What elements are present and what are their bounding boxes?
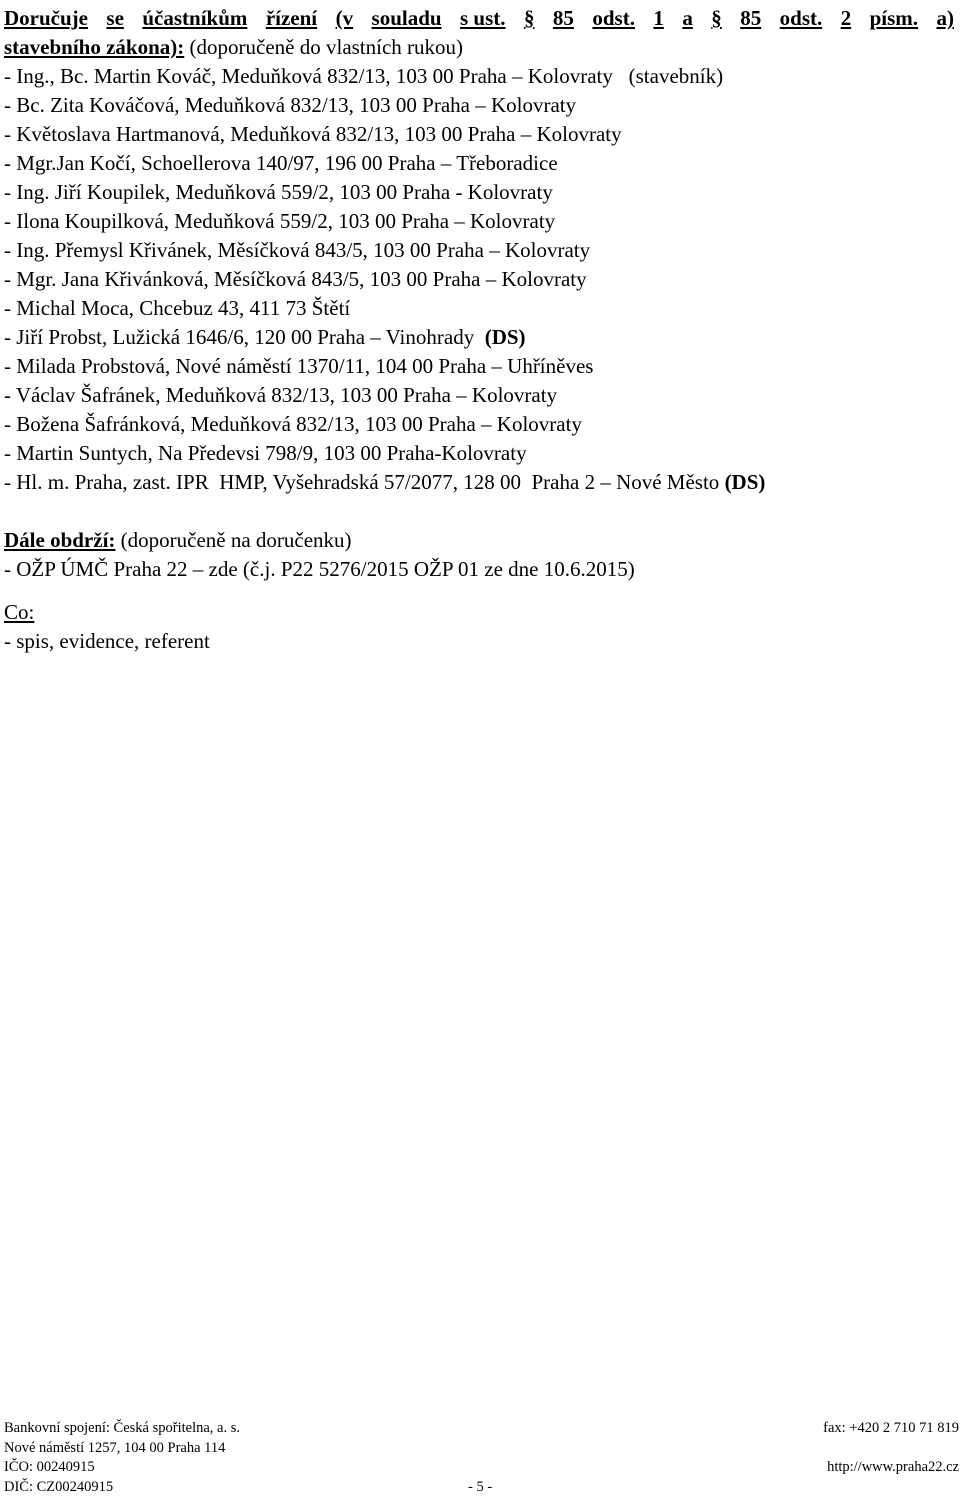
data-box-marker: (DS) bbox=[725, 470, 766, 494]
copy-item: - spis, evidence, referent bbox=[4, 627, 954, 656]
recipient-list bbox=[4, 62, 954, 497]
recipient-text: - Mgr.Jan Kočí, Schoellerova 140/97, 196 00 Praha – Třeboradice bbox=[4, 151, 558, 175]
heading-word: Doručuje bbox=[4, 4, 88, 33]
copy-heading: Co: bbox=[4, 600, 34, 624]
heading-word: řízení bbox=[266, 4, 317, 33]
heading-word: odst. bbox=[780, 4, 823, 33]
heading-word: 1 bbox=[653, 4, 664, 33]
delivery-heading-bold: stavebního zákona): bbox=[4, 35, 184, 59]
delivery-heading-line-1 bbox=[4, 4, 954, 33]
footer-ico: IČO: 00240915 bbox=[4, 1459, 95, 1475]
document-body bbox=[4, 4, 954, 656]
heading-word: a) bbox=[937, 4, 955, 33]
footer-row-1 bbox=[4, 1419, 959, 1439]
recipient-line bbox=[4, 265, 954, 294]
recipient-text: - Hl. m. Praha, zast. IPR HMP, Vyšehradská 57/2077, 128 00 Praha 2 – Nové Město bbox=[4, 470, 725, 494]
recipient-line bbox=[4, 149, 954, 178]
heading-word: § bbox=[524, 4, 535, 33]
delivery-heading-line-2 bbox=[4, 33, 954, 62]
recipient-text: - Martin Suntych, Na Předevsi 798/9, 103 00 Praha-Kolovraty bbox=[4, 441, 527, 465]
footer-bank: Bankovní spojení: Česká spořitelna, a. s. bbox=[4, 1420, 240, 1436]
footer-row-2 bbox=[4, 1439, 959, 1459]
recipient-text: - Ing. Jiří Koupilek, Meduňková 559/2, 103 00 Praha - Kolovraty bbox=[4, 180, 553, 204]
recipient-line bbox=[4, 62, 954, 91]
recipient-text: - Květoslava Hartmanová, Meduňková 832/13, 103 00 Praha – Kolovraty bbox=[4, 122, 622, 146]
heading-word: 2 bbox=[841, 4, 852, 33]
further-recipient-item: - OŽP ÚMČ Praha 22 – zde (č.j. P22 5276/2015 OŽP 01 ze dne 10.6.2015) bbox=[4, 555, 954, 584]
recipient-text: - Božena Šafránková, Meduňková 832/13, 103 00 Praha – Kolovraty bbox=[4, 412, 582, 436]
recipient-line bbox=[4, 439, 954, 468]
recipient-line bbox=[4, 207, 954, 236]
further-recipients-heading bbox=[4, 526, 954, 555]
recipient-text: - Bc. Zita Kováčová, Meduňková 832/13, 103 00 Praha – Kolovraty bbox=[4, 93, 576, 117]
delivery-heading-note: (doporučeně do vlastních rukou) bbox=[184, 35, 463, 59]
footer-fax: fax: +420 2 710 71 819 bbox=[823, 1419, 959, 1439]
heading-word: se bbox=[106, 4, 124, 33]
heading-word: 85 bbox=[553, 4, 574, 33]
heading-word: a bbox=[682, 4, 693, 33]
page-footer bbox=[4, 1419, 959, 1497]
heading-word: odst. bbox=[592, 4, 635, 33]
recipient-text: - Ilona Koupilková, Meduňková 559/2, 103 00 Praha – Kolovraty bbox=[4, 209, 555, 233]
recipient-line bbox=[4, 120, 954, 149]
spacer bbox=[4, 584, 954, 598]
heading-word: s ust. bbox=[460, 4, 506, 33]
spacer bbox=[4, 497, 954, 526]
recipient-text: - Jiří Probst, Lužická 1646/6, 120 00 Praha – Vinohrady bbox=[4, 325, 485, 349]
heading-word: § bbox=[711, 4, 722, 33]
heading-word: (v bbox=[336, 4, 354, 33]
recipient-line bbox=[4, 323, 954, 352]
heading-word: písm. bbox=[870, 4, 918, 33]
recipient-text: - Ing. Přemysl Křivánek, Měsíčková 843/5, 103 00 Praha – Kolovraty bbox=[4, 238, 590, 262]
recipient-line bbox=[4, 178, 954, 207]
page-number: - 5 - bbox=[468, 1478, 492, 1497]
data-box-marker: (DS) bbox=[485, 325, 526, 349]
further-recipients-note: (doporučeně na doručenku) bbox=[115, 528, 351, 552]
document-page bbox=[4, 0, 954, 1496]
recipient-line bbox=[4, 468, 954, 497]
recipient-line bbox=[4, 294, 954, 323]
footer-web-link[interactable]: http://www.praha22.cz bbox=[827, 1458, 959, 1478]
heading-word: 85 bbox=[740, 4, 761, 33]
recipient-text: - Mgr. Jana Křivánková, Měsíčková 843/5, 103 00 Praha – Kolovraty bbox=[4, 267, 587, 291]
recipient-line bbox=[4, 236, 954, 265]
copy-heading-line bbox=[4, 598, 954, 627]
heading-word: souladu bbox=[372, 4, 442, 33]
recipient-line bbox=[4, 410, 954, 439]
footer-address: Nové náměstí 1257, 104 00 Praha 114 bbox=[4, 1440, 225, 1456]
footer-dic: DIČ: CZ00240915 bbox=[4, 1479, 113, 1495]
recipient-line bbox=[4, 352, 954, 381]
recipient-text: - Milada Probstová, Nové náměstí 1370/11, 104 00 Praha – Uhříněves bbox=[4, 354, 593, 378]
heading-word: účastníkům bbox=[142, 4, 247, 33]
recipient-text: - Václav Šafránek, Meduňková 832/13, 103 00 Praha – Kolovraty bbox=[4, 383, 557, 407]
footer-row-3 bbox=[4, 1458, 959, 1478]
recipient-line bbox=[4, 91, 954, 120]
recipient-text: - Michal Moca, Chcebuz 43, 411 73 Štětí bbox=[4, 296, 350, 320]
further-recipients-title: Dále obdrží: bbox=[4, 528, 115, 552]
recipient-line bbox=[4, 381, 954, 410]
recipient-text: - Ing., Bc. Martin Kováč, Meduňková 832/13, 103 00 Praha – Kolovraty (stavebník) bbox=[4, 64, 723, 88]
footer-row-4 bbox=[4, 1478, 959, 1497]
